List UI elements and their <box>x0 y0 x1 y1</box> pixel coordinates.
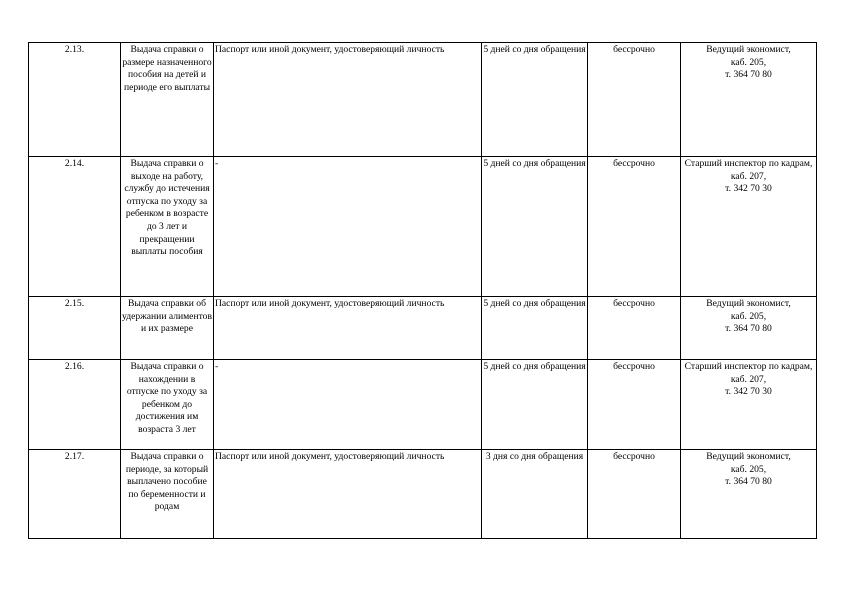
responsible-title: Ведущий экономист, <box>706 44 791 55</box>
responsible-room: каб. 207, <box>730 170 767 182</box>
table-row <box>29 360 817 450</box>
responsible-person <box>681 297 817 360</box>
table-row <box>29 297 817 360</box>
responsible-person <box>681 360 817 450</box>
responsible-phone: т. 364 70 80 <box>725 323 772 335</box>
procedure-name: Выдача справки о нахождении в отпуске по уходу за ребенком до достижения им возраста 3 лет <box>121 360 214 450</box>
responsible-phone: т. 364 70 80 <box>725 69 772 81</box>
responsible-phone: т. 364 70 80 <box>725 476 772 488</box>
procedures-table <box>28 42 817 539</box>
validity-period: бессрочно <box>588 297 681 360</box>
responsible-room: каб. 205, <box>730 463 767 475</box>
validity-period: бессрочно <box>588 360 681 450</box>
table-row <box>29 450 817 539</box>
required-documents: Паспорт или иной документ, удостоверяющий личность <box>214 297 482 360</box>
responsible-title: Ведущий экономист, <box>706 451 791 462</box>
processing-term: 3 дня со дня обращения <box>482 450 588 539</box>
procedure-number: 2.16. <box>29 360 121 450</box>
responsible-title: Ведущий экономист, <box>706 298 791 309</box>
procedure-number: 2.13. <box>29 43 121 157</box>
responsible-title: Старший инспектор по кадрам, <box>684 361 813 372</box>
processing-term: 5 дней со дня обращения <box>482 43 588 157</box>
required-documents: - <box>214 360 482 450</box>
processing-term: 5 дней со дня обращения <box>482 360 588 450</box>
procedure-name: Выдача справки о выходе на работу, службу до истечения отпуска по уходу за ребенком в возрасте до 3 лет и прекращении выплаты пособия <box>121 157 214 297</box>
procedure-name: Выдача справки о размере назначенного пособия на детей и периоде его выплаты <box>121 43 214 157</box>
processing-term: 5 дней со дня обращения <box>482 297 588 360</box>
procedure-name: Выдача справки о периоде, за который выплачено пособие по беременности и родам <box>121 450 214 539</box>
processing-term: 5 дней со дня обращения <box>482 157 588 297</box>
required-documents: - <box>214 157 482 297</box>
responsible-phone: т. 342 70 30 <box>725 386 772 398</box>
responsible-room: каб. 205, <box>730 56 767 68</box>
responsible-person <box>681 450 817 539</box>
procedure-name: Выдача справки об удержании алиментов и их размере <box>121 297 214 360</box>
procedure-number: 2.17. <box>29 450 121 539</box>
validity-period: бессрочно <box>588 157 681 297</box>
procedure-number: 2.15. <box>29 297 121 360</box>
validity-period: бессрочно <box>588 43 681 157</box>
responsible-title: Старший инспектор по кадрам, <box>684 158 813 169</box>
required-documents: Паспорт или иной документ, удостоверяющий личность <box>214 43 482 157</box>
required-documents: Паспорт или иной документ, удостоверяющий личность <box>214 450 482 539</box>
responsible-phone: т. 342 70 30 <box>725 183 772 195</box>
table-row <box>29 43 817 157</box>
responsible-room: каб. 207, <box>730 373 767 385</box>
validity-period: бессрочно <box>588 450 681 539</box>
responsible-room: каб. 205, <box>730 310 767 322</box>
procedure-number: 2.14. <box>29 157 121 297</box>
responsible-person <box>681 157 817 297</box>
table-row <box>29 157 817 297</box>
responsible-person <box>681 43 817 157</box>
